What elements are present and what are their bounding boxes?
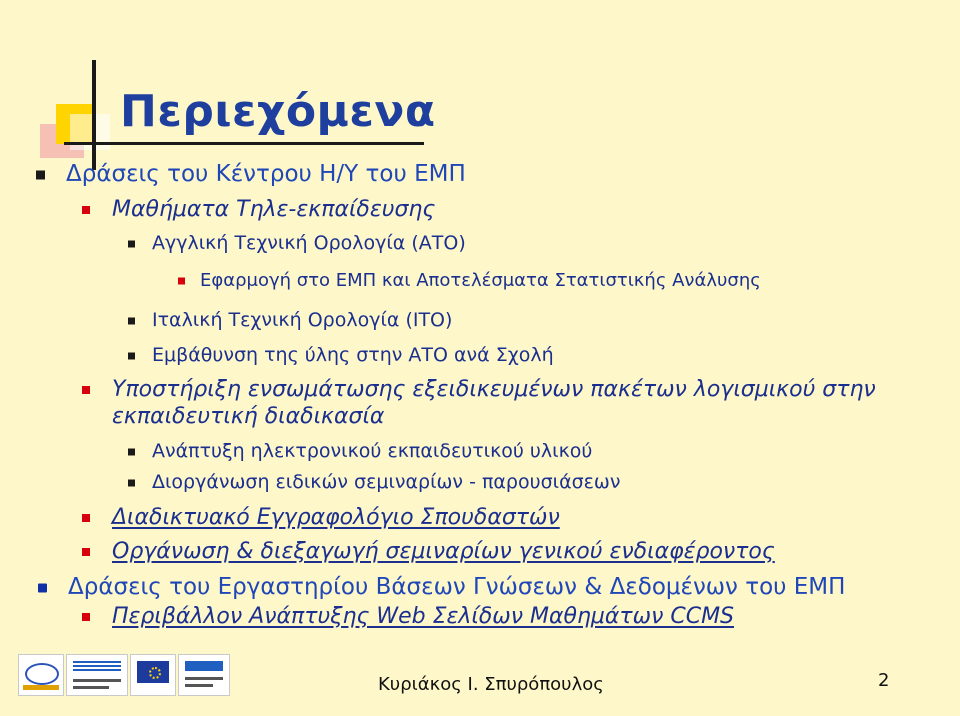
slide-title: Περιεχόμενα [120,86,436,137]
decor-vertical-line [92,60,96,170]
list-item: Εμβάθυνση της ύλης στην ΑΤΟ ανά Σχολή [152,346,554,365]
list-item: Ανάπτυξη ηλεκτρονικού εκπαιδευτικού υλικού [152,442,592,461]
square-bullet-icon [82,206,90,214]
square-bullet-icon [128,240,135,247]
square-bullet-icon [128,352,135,359]
footer-author: Κυριάκος Ι. Σπυρόπουλος [378,674,604,695]
logo-image [66,654,128,696]
list-item: Υποστήριξη ενσωμάτωσης εξειδικευμένων πακέτων λογισμικού στην [112,379,876,401]
square-bullet-icon [38,583,47,592]
square-bullet-icon [128,317,135,324]
page-number: 2 [878,670,890,691]
square-bullet-icon [178,278,185,285]
list-item: Ιταλική Τεχνική Ορολογία (ΙΤΟ) [152,311,452,330]
square-bullet-icon [82,613,90,621]
list-item: Μαθήματα Τηλε-εκπαίδευσης [112,199,435,221]
square-bullet-icon [128,448,135,455]
logo-image [178,654,230,696]
list-item-continuation: εκπαιδευτική διαδικασία [112,404,385,429]
sponsor-logos [18,654,228,696]
eu-flag-icon [130,654,176,696]
list-item: Διοργάνωση ειδικών σεμιναρίων - παρουσιάσεων [152,473,620,492]
square-bullet-icon [128,479,135,486]
square-bullet-icon [82,386,90,394]
list-item: Εφαρμογή στο ΕΜΠ και Αποτελέσματα Στατιστικής Ανάλυσης [200,272,761,290]
list-item-link[interactable]: Διαδικτυακό Εγγραφολόγιο Σπουδαστών [112,507,560,529]
list-item-link[interactable]: Οργάνωση & διεξαγωγή σεμιναρίων γενικού ενδιαφέροντος [112,541,775,563]
list-item: Δράσεις του Κέντρου Η/Υ του ΕΜΠ [66,163,466,186]
list-item-link[interactable]: Περιβάλλον Ανάπτυξης Web Σελίδων Μαθημάτων CCMS [112,606,734,628]
square-bullet-icon [82,514,90,522]
list-item: Δράσεις του Εργαστηρίου Βάσεων Γνώσεων & Δεδομένων του ΕΜΠ [68,576,845,599]
logo-image [18,654,64,696]
list-item: Αγγλική Τεχνική Ορολογία (ΑΤΟ) [152,234,466,253]
decor-horizontal-line [64,142,424,145]
square-bullet-icon [82,548,90,556]
square-bullet-icon [36,170,45,179]
